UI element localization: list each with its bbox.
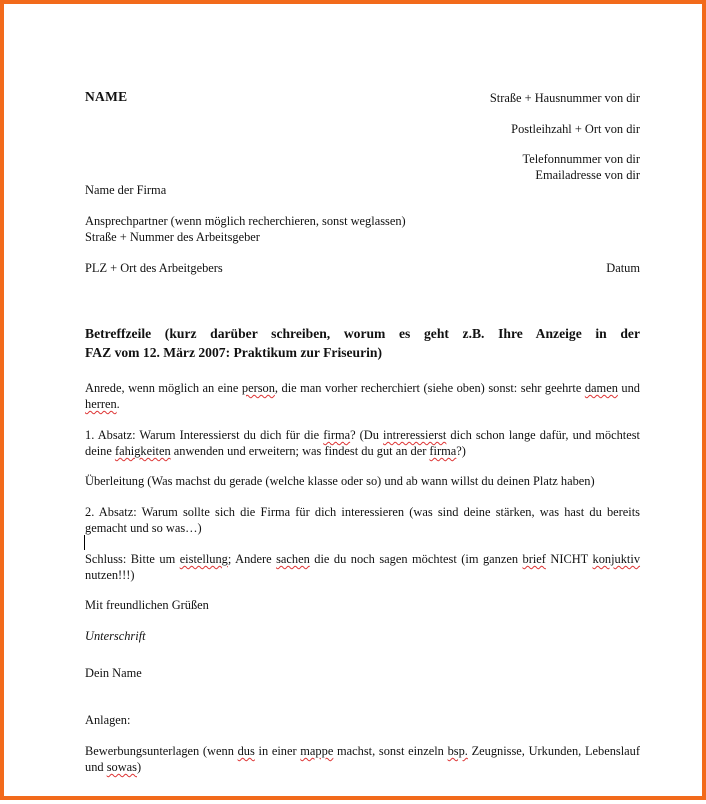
attachments-list: Bewerbungsunterlagen (wenn dus in einer mappe machst, sonst einzeln bsp. Zeugnisse, Urkunden, Lebenslauf und sowas): [85, 744, 640, 774]
sender-street: Straße + Hausnummer von dir: [489, 91, 640, 105]
spellcheck-word[interactable]: konjuktiv: [592, 552, 641, 566]
spellcheck-word[interactable]: person: [241, 381, 275, 395]
attachments-label: Anlagen:: [85, 713, 131, 727]
subject-line-2: FAZ vom 12. März 2007: Praktikum zur Friseurin): [85, 345, 383, 360]
paragraph-2: 2. Absatz: Warum sollte sich die Firma für dich interessieren (was sind deine stärken, was hast du bereits gemacht und so was…): [85, 505, 640, 535]
spellcheck-word[interactable]: sowas: [106, 760, 137, 774]
spellcheck-word[interactable]: brief: [522, 552, 546, 566]
paragraph-1: 1. Absatz: Warum Interessierst du dich für die firma? (Du intreressierst dich schon lange dafür, und möchtest deine fahigkeiten anwenden und erweitern; was findest du gut an der firma?): [85, 428, 640, 458]
sender-phone: Telefonnummer von dir: [522, 152, 640, 166]
spellcheck-word[interactable]: bsp.: [447, 744, 468, 758]
transition-paragraph: Überleitung (Was machst du gerade (welche klasse oder so) und ab wann willst du deinen Platz haben): [85, 474, 595, 488]
spellcheck-word[interactable]: intreressierst: [383, 428, 447, 442]
spellcheck-word[interactable]: mappe: [300, 744, 334, 758]
regards: Mit freundlichen Grüßen: [85, 598, 209, 612]
your-name: Dein Name: [85, 666, 142, 680]
spellcheck-word[interactable]: eistellung: [179, 552, 228, 566]
spellcheck-word[interactable]: sachen: [276, 552, 310, 566]
sender-email: Emailadresse von dir: [535, 168, 640, 182]
spellcheck-word[interactable]: fahigkeiten: [114, 444, 171, 458]
signature-placeholder: Unterschrift: [85, 629, 146, 643]
recipient-contact: Ansprechpartner (wenn möglich recherchieren, sonst weglassen): [85, 214, 406, 228]
recipient-street: Straße + Nummer des Arbeitsgeber: [85, 230, 260, 244]
subject-line-1: Betreffzeile (kurz darüber schreiben, worum es geht z.B. Ihre Anzeige in der: [85, 326, 640, 341]
sender-name: NAME: [85, 89, 128, 104]
spellcheck-word[interactable]: herren: [85, 397, 117, 411]
sender-city: Postleihzahl + Ort von dir: [511, 122, 640, 136]
letter-date: Datum: [606, 261, 640, 275]
recipient-company: Name der Firma: [85, 183, 167, 197]
salutation: Anrede, wenn möglich an eine person, die man vorher recherchiert (siehe oben) sonst: sehr geehrte damen und herren.: [85, 381, 640, 411]
text-cursor: [84, 535, 85, 550]
spellcheck-word[interactable]: damen: [584, 381, 618, 395]
recipient-city: PLZ + Ort des Arbeitgebers: [85, 261, 223, 275]
spellcheck-word[interactable]: dus: [237, 744, 255, 758]
spellcheck-word[interactable]: firma: [429, 444, 457, 458]
spellcheck-word[interactable]: firma: [323, 428, 351, 442]
letter-page: [85, 4, 640, 804]
closing-paragraph: Schluss: Bitte um eistellung; Andere sachen die du noch sagen möchtest (im ganzen brief NICHT konjuktiv nutzen!!!): [85, 552, 641, 582]
